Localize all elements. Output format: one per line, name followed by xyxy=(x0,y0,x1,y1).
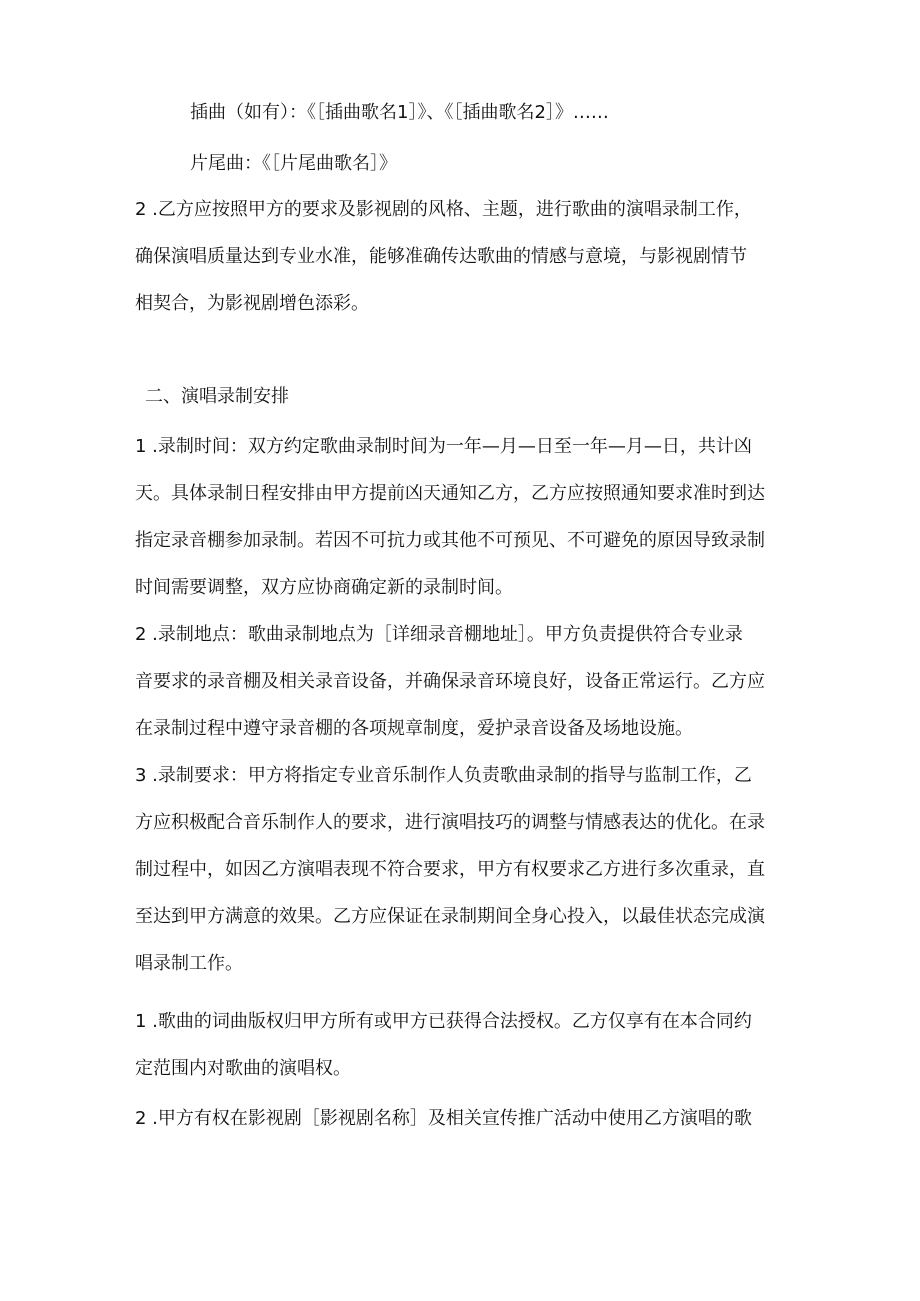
text-line: 指定录音棚参加录制。若因不可抗力或其他不可预见、不可避免的原因导致录制 xyxy=(135,530,765,551)
section-heading: 二、演唱录制安排 xyxy=(145,386,289,407)
text-line: 制过程中，如因乙方演唱表现不符合要求，甲方有权要求乙方进行多次重录，直 xyxy=(135,859,765,880)
text-line: 定范围内对歌曲的演唱权。 xyxy=(135,1058,351,1079)
text-line: 2 .乙方应按照甲方的要求及影视剧的风格、主题，进行歌曲的演唱录制工作， xyxy=(135,199,752,220)
text-line: 相契合，为影视剧增色添彩。 xyxy=(135,293,369,314)
text-line: 在录制过程中遵守录音棚的各项规章制度，爱护录音设备及场地设施。 xyxy=(135,718,693,739)
text-line: 时间需要调整，双方应协商确定新的录制时间。 xyxy=(135,577,513,598)
text-line-ending-song: 片尾曲：《［片尾曲歌名］》 xyxy=(190,153,397,174)
text-line: 确保演唱质量达到专业水准，能够准确传达歌曲的情感与意境，与影视剧情节 xyxy=(135,246,747,267)
text-line: 至达到甲方满意的效果。乙方应保证在录制期间全身心投入，以最佳状态完成演 xyxy=(135,906,765,927)
text-line: 2 .录制地点：歌曲录制地点为［详细录音棚地址］。甲方负责提供符合专业录 xyxy=(135,624,743,645)
text-line: 2 .甲方有权在影视剧［影视剧名称］及相关宣传推广活动中使用乙方演唱的歌 xyxy=(135,1108,752,1129)
text-line: 天。具体录制日程安排由甲方提前凶天通知乙方，乙方应按照通知要求准时到达 xyxy=(135,483,765,504)
text-line-interlude: 插曲（如有）：《［插曲歌名1］》、《［插曲歌名2］》…… xyxy=(190,102,609,123)
text-line: 唱录制工作。 xyxy=(135,953,243,974)
text-line: 音要求的录音棚及相关录音设备，并确保录音环境良好，设备正常运行。乙方应 xyxy=(135,671,765,692)
text-line: 3 .录制要求：甲方将指定专业音乐制作人负责歌曲录制的指导与监制工作，乙 xyxy=(135,765,752,786)
text-line: 1 .歌曲的词曲版权归甲方所有或甲方已获得合法授权。乙方仅享有在本合同约 xyxy=(135,1011,752,1032)
text-line: 1 .录制时间：双方约定歌曲录制时间为一年—月—日至一年—月—日，共计凶 xyxy=(135,436,752,457)
text-line: 方应积极配合音乐制作人的要求，进行演唱技巧的调整与情感表达的优化。在录 xyxy=(135,812,765,833)
